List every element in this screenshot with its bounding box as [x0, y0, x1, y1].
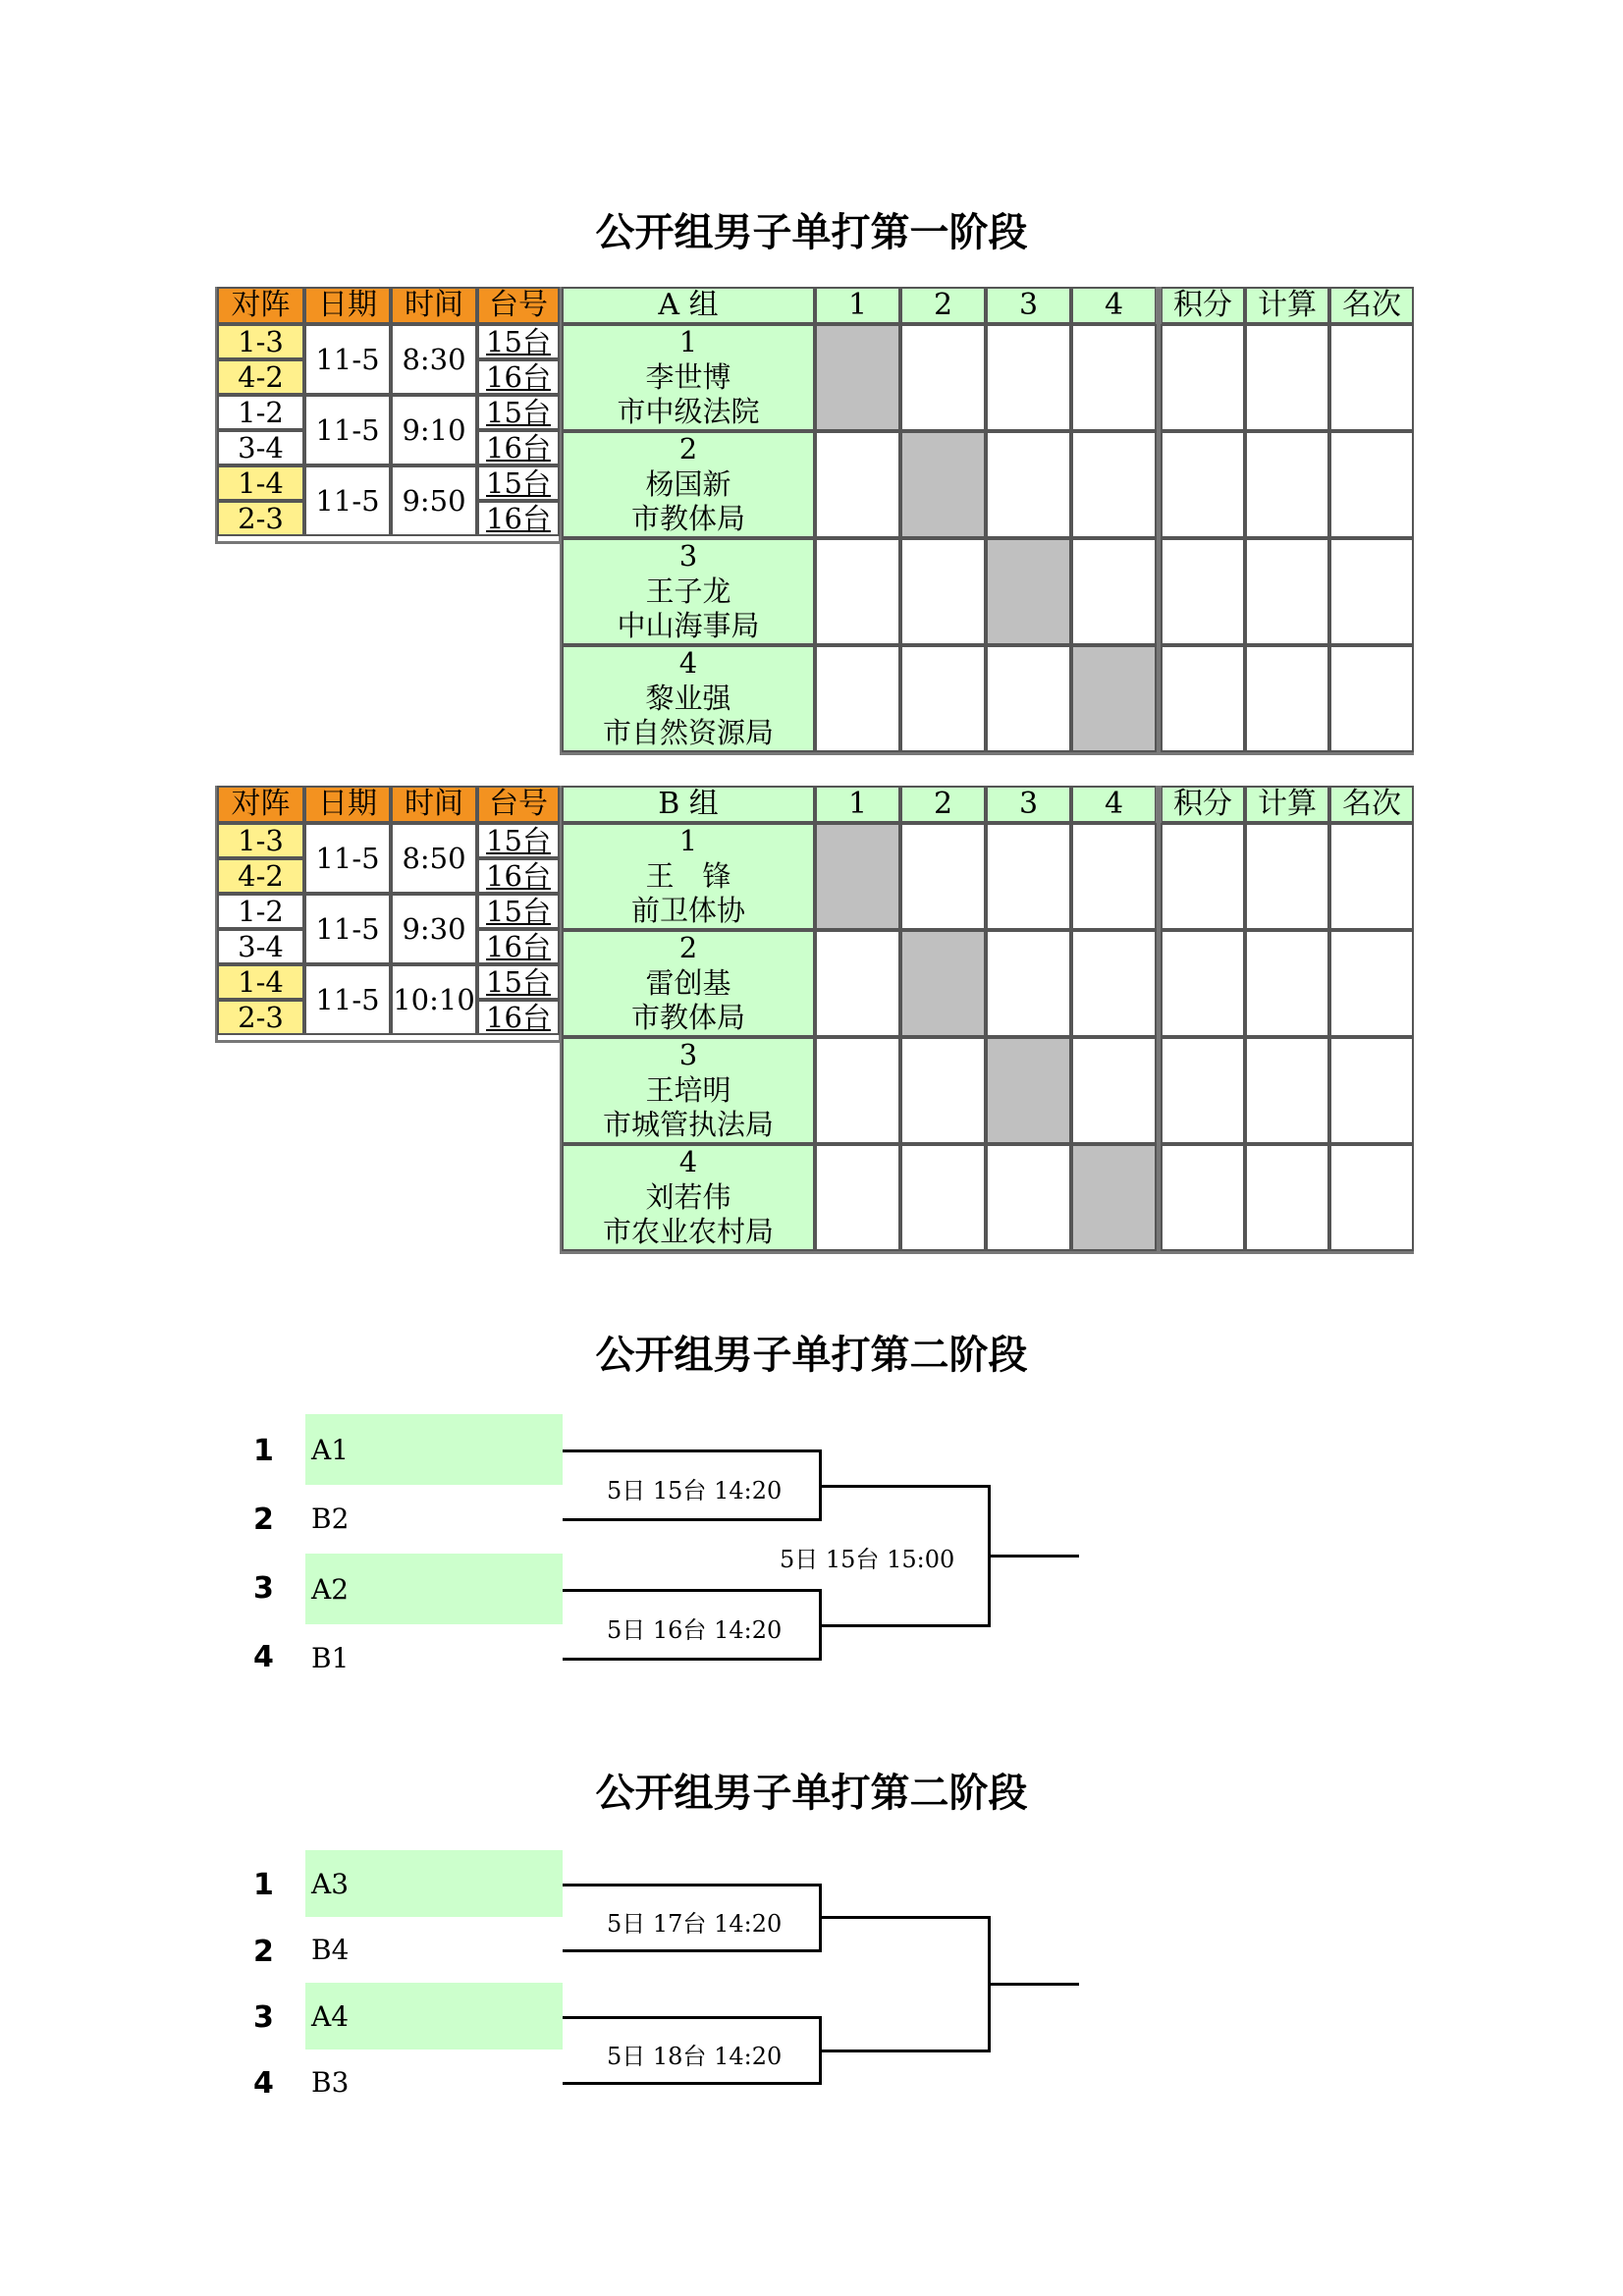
- header-col-1: 1: [815, 287, 900, 324]
- points-cell: [1161, 1037, 1245, 1144]
- player-num: 2: [678, 931, 698, 965]
- header-col-1: 1: [815, 786, 900, 823]
- stage1-title: 公开组男子单打第一阶段: [595, 210, 1028, 255]
- bracket2-line: [563, 1949, 822, 1952]
- matchup-pair: 3-4: [217, 430, 304, 465]
- player-name: 王子龙: [645, 574, 731, 608]
- score-cell: [815, 645, 900, 752]
- header-rank: 名次: [1329, 786, 1414, 823]
- self-match-cell: [986, 1037, 1071, 1144]
- player-cell: [562, 1144, 815, 1251]
- bracket1-line: [563, 1658, 822, 1661]
- player-cell: [562, 324, 815, 431]
- points-cell: [1161, 431, 1245, 538]
- table-number: 16台: [477, 430, 560, 465]
- player-name: 王 锋: [645, 858, 731, 893]
- calc-cell: [1245, 930, 1329, 1037]
- player-unit: 市自然资源局: [602, 716, 774, 750]
- header-table: 台号: [477, 786, 560, 823]
- score-cell: [986, 324, 1071, 431]
- calc-cell: [1245, 324, 1329, 431]
- matchup-pair: 1-4: [217, 964, 304, 1000]
- score-cell: [986, 1144, 1071, 1251]
- bracket1-line: [563, 1518, 822, 1521]
- header-time: 时间: [391, 786, 477, 823]
- calc-cell: [1245, 645, 1329, 752]
- match-time: 10:10: [391, 964, 477, 1035]
- bracket1-semi2-label: 5日 16台 14:20: [607, 1616, 783, 1644]
- table-number: 16台: [477, 858, 560, 894]
- table-number: 16台: [477, 501, 560, 536]
- score-cell: [900, 324, 986, 431]
- matchup-pair: 1-4: [217, 465, 304, 501]
- bracket2-line: [563, 2016, 822, 2019]
- score-cell: [815, 1037, 900, 1144]
- bracket1-seed-2: 2: [253, 1503, 274, 1537]
- matchup-pair: 1-2: [217, 894, 304, 929]
- bracket1-seed-4: 4: [253, 1640, 274, 1674]
- score-cell: [900, 1144, 986, 1251]
- match-date: 11-5: [304, 823, 391, 894]
- table-number: 16台: [477, 359, 560, 395]
- header-col-2: 2: [900, 786, 986, 823]
- header-matchup: 对阵: [217, 287, 304, 324]
- rank-cell: [1329, 1037, 1414, 1144]
- group-b-table: [0, 786, 1623, 1336]
- self-match-cell: [1071, 1144, 1157, 1251]
- player-cell: [562, 431, 815, 538]
- score-cell: [986, 823, 1071, 930]
- table-number: 15台: [477, 894, 560, 929]
- points-cell: [1161, 1144, 1245, 1251]
- bracket2-line: [563, 2082, 822, 2085]
- score-cell: [900, 645, 986, 752]
- match-date: 11-5: [304, 395, 391, 465]
- player-num: 2: [678, 432, 698, 466]
- header-time: 时间: [391, 287, 477, 324]
- calc-cell: [1245, 1037, 1329, 1144]
- score-cell: [815, 431, 900, 538]
- match-time: 8:30: [391, 324, 477, 395]
- bracket2-slot-3: A4: [305, 1983, 563, 2050]
- header-table: 台号: [477, 287, 560, 324]
- header-date: 日期: [304, 786, 391, 823]
- calc-cell: [1245, 1144, 1329, 1251]
- player-unit: 市中级法院: [617, 395, 760, 429]
- points-cell: [1161, 324, 1245, 431]
- header-rank: 名次: [1329, 287, 1414, 324]
- player-num: 4: [678, 646, 698, 681]
- bracket1-line: [988, 1555, 1079, 1558]
- points-cell: [1161, 823, 1245, 930]
- player-cell: [562, 538, 815, 645]
- score-cell: [815, 930, 900, 1037]
- table-number: 16台: [477, 929, 560, 964]
- player-cell: [562, 823, 815, 930]
- score-cell: [815, 1144, 900, 1251]
- header-col-3: 3: [986, 287, 1071, 324]
- rank-cell: [1329, 645, 1414, 752]
- header-date: 日期: [304, 287, 391, 324]
- rank-cell: [1329, 324, 1414, 431]
- player-name: 杨国新: [645, 466, 731, 501]
- player-cell: [562, 1037, 815, 1144]
- header-points: 积分: [1161, 786, 1245, 823]
- bracket2-seed-1: 1: [253, 1868, 274, 1902]
- bracket1-seed-3: 3: [253, 1571, 274, 1606]
- bracket1-semi1-label: 5日 15台 14:20: [607, 1477, 783, 1504]
- rank-cell: [1329, 930, 1414, 1037]
- score-cell: [900, 538, 986, 645]
- player-name: 李世博: [645, 359, 731, 394]
- calc-cell: [1245, 431, 1329, 538]
- score-cell: [1071, 538, 1157, 645]
- player-unit: 市教体局: [630, 502, 745, 536]
- bracket2-line: [821, 1916, 991, 1919]
- bracket1-final-label: 5日 15台 15:00: [780, 1546, 955, 1573]
- score-cell: [1071, 1037, 1157, 1144]
- points-cell: [1161, 538, 1245, 645]
- header-col-3: 3: [986, 786, 1071, 823]
- header-col-4: 4: [1071, 786, 1157, 823]
- self-match-cell: [900, 431, 986, 538]
- bracket2-semi1-label: 5日 17台 14:20: [607, 1910, 783, 1938]
- group-name: B 组: [562, 786, 815, 823]
- score-cell: [1071, 324, 1157, 431]
- match-date: 11-5: [304, 324, 391, 395]
- score-cell: [986, 930, 1071, 1037]
- self-match-cell: [900, 930, 986, 1037]
- player-num: 1: [678, 824, 698, 858]
- table-number: 16台: [477, 1000, 560, 1035]
- bracket1-slot-4: B1: [311, 1641, 350, 1674]
- player-unit: 市教体局: [630, 1001, 745, 1035]
- bracket1-line: [563, 1449, 822, 1452]
- table-number: 15台: [477, 823, 560, 858]
- player-cell: [562, 930, 815, 1037]
- player-unit: 中山海事局: [617, 609, 760, 643]
- bracket1-line: [563, 1589, 822, 1592]
- bracket2-slot-4: B3: [311, 2065, 350, 2099]
- bracket2-semi2-label: 5日 18台 14:20: [607, 2043, 783, 2070]
- matchup-pair: 1-3: [217, 823, 304, 858]
- player-num: 1: [678, 325, 698, 359]
- header-col-2: 2: [900, 287, 986, 324]
- player-unit: 市农业农村局: [602, 1215, 774, 1249]
- bracket2-seed-3: 3: [253, 2000, 274, 2035]
- rank-cell: [1329, 1144, 1414, 1251]
- player-name: 王培明: [645, 1072, 731, 1107]
- player-name: 雷创基: [645, 965, 731, 1000]
- bracket1-slot-3: A2: [305, 1554, 563, 1624]
- score-cell: [1071, 930, 1157, 1037]
- bracket1-slot-1: A1: [305, 1414, 563, 1485]
- group-name: A 组: [562, 287, 815, 324]
- score-cell: [986, 431, 1071, 538]
- table-number: 15台: [477, 395, 560, 430]
- player-name: 黎业强: [645, 681, 731, 715]
- bracket-1: [0, 1414, 1623, 1709]
- bracket2-line: [563, 1884, 822, 1886]
- bracket2-slot-2: B4: [311, 1933, 350, 1966]
- score-cell: [986, 645, 1071, 752]
- player-unit: 市城管执法局: [602, 1108, 774, 1142]
- rank-cell: [1329, 823, 1414, 930]
- self-match-cell: [1071, 645, 1157, 752]
- match-date: 11-5: [304, 894, 391, 964]
- player-unit: 前卫体协: [630, 894, 745, 928]
- bracket-2: [0, 1850, 1623, 2145]
- header-points: 积分: [1161, 287, 1245, 324]
- self-match-cell: [986, 538, 1071, 645]
- matchup-pair: 1-2: [217, 395, 304, 430]
- bracket2-line: [821, 2050, 991, 2052]
- rank-cell: [1329, 538, 1414, 645]
- match-date: 11-5: [304, 465, 391, 536]
- score-cell: [815, 538, 900, 645]
- bracket2-seed-2: 2: [253, 1935, 274, 1969]
- table-number: 15台: [477, 324, 560, 359]
- group-a-table: [0, 287, 1623, 837]
- calc-cell: [1245, 823, 1329, 930]
- player-num: 4: [678, 1145, 698, 1179]
- match-time: 9:30: [391, 894, 477, 964]
- matchup-pair: 4-2: [217, 858, 304, 894]
- rank-cell: [1329, 431, 1414, 538]
- self-match-cell: [815, 823, 900, 930]
- matchup-pair: 2-3: [217, 1000, 304, 1035]
- match-date: 11-5: [304, 964, 391, 1035]
- score-cell: [900, 1037, 986, 1144]
- bracket1-seed-1: 1: [253, 1434, 274, 1468]
- match-time: 8:50: [391, 823, 477, 894]
- match-time: 9:10: [391, 395, 477, 465]
- bracket2-seed-4: 4: [253, 2066, 274, 2101]
- table-number: 15台: [477, 964, 560, 1000]
- header-calc: 计算: [1245, 287, 1329, 324]
- bracket1-line: [821, 1624, 991, 1627]
- header-matchup: 对阵: [217, 786, 304, 823]
- points-cell: [1161, 930, 1245, 1037]
- score-cell: [1071, 431, 1157, 538]
- matchup-pair: 3-4: [217, 929, 304, 964]
- stage2-title-b: 公开组男子单打第二阶段: [595, 1771, 1028, 1816]
- matchup-pair: 1-3: [217, 324, 304, 359]
- player-num: 3: [678, 539, 698, 574]
- table-number: 15台: [477, 465, 560, 501]
- player-cell: [562, 645, 815, 752]
- bracket1-line: [821, 1485, 991, 1488]
- score-cell: [1071, 823, 1157, 930]
- header-calc: 计算: [1245, 786, 1329, 823]
- bracket1-slot-2: B2: [311, 1502, 350, 1535]
- bracket2-slot-1: A3: [305, 1850, 563, 1917]
- header-col-4: 4: [1071, 287, 1157, 324]
- bracket2-line: [988, 1983, 1079, 1986]
- player-name: 刘若伟: [645, 1179, 731, 1214]
- stage2-title-a: 公开组男子单打第二阶段: [595, 1333, 1028, 1378]
- match-time: 9:50: [391, 465, 477, 536]
- self-match-cell: [815, 324, 900, 431]
- score-cell: [900, 823, 986, 930]
- matchup-pair: 2-3: [217, 501, 304, 536]
- calc-cell: [1245, 538, 1329, 645]
- player-num: 3: [678, 1038, 698, 1072]
- matchup-pair: 4-2: [217, 359, 304, 395]
- points-cell: [1161, 645, 1245, 752]
